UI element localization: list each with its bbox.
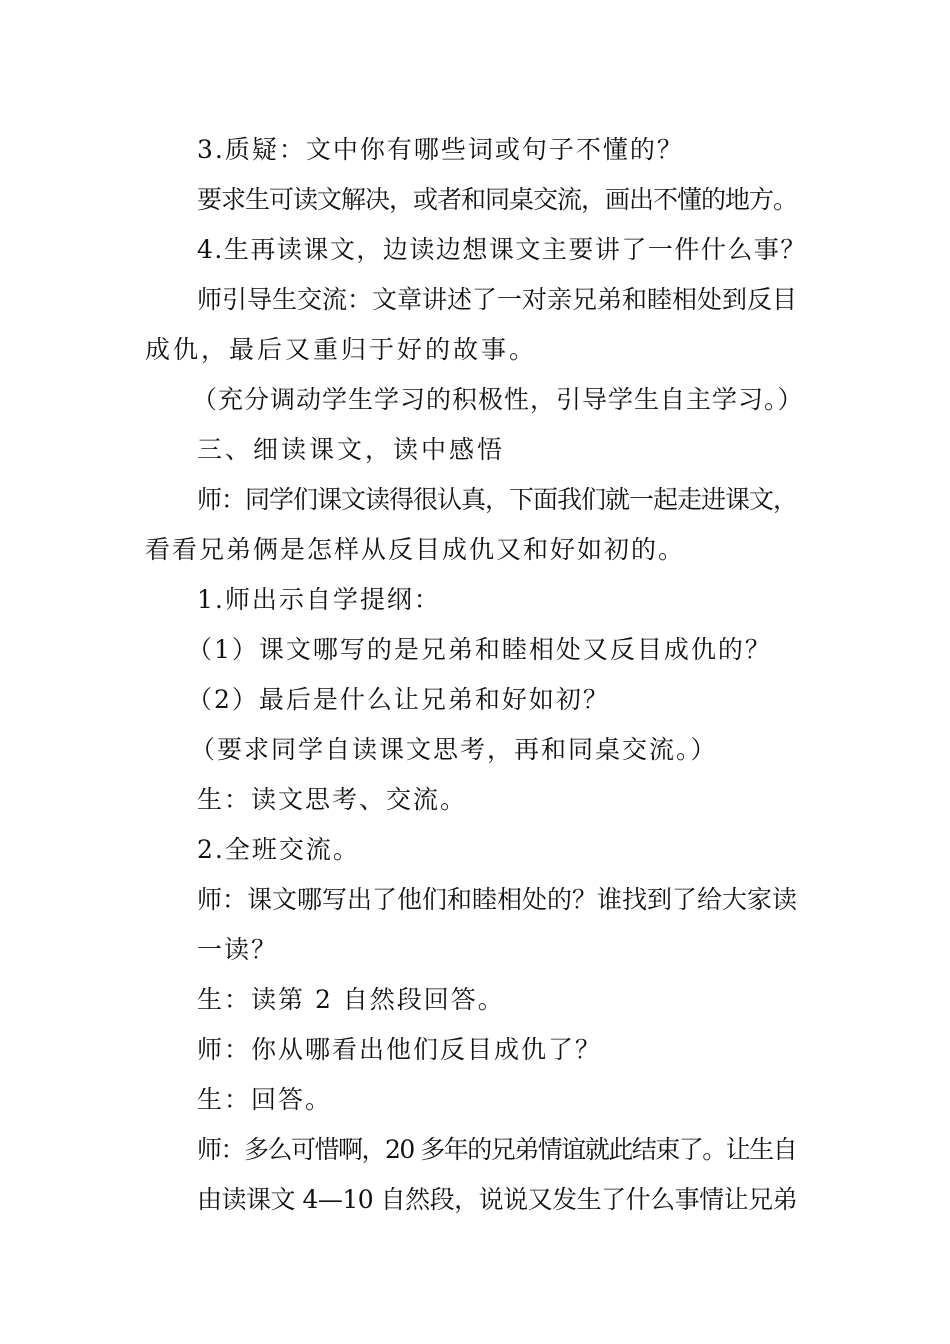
text-line: 4.生再读课文，边读边想课文主要讲了一件什么事？ bbox=[197, 235, 807, 264]
text-line: 生：读第 2 自然段回答。 bbox=[197, 985, 505, 1014]
text-line: 师引导生交流：文章讲述了一对亲兄弟和睦相处到反目 bbox=[197, 285, 798, 314]
text-line: 3.质疑：文中你有哪些词或句子不懂的？ bbox=[197, 135, 684, 164]
text-line: 生：读文思考、交流。 bbox=[197, 785, 468, 814]
text-line: 师：多么可惜啊，20 多年的兄弟情谊就此结束了。让生自 bbox=[197, 1135, 797, 1164]
text-line: （2）最后是什么让兄弟和好如初？ bbox=[187, 685, 610, 714]
text-line: 师：课文哪写出了他们和睦相处的？谁找到了给大家读 bbox=[197, 885, 798, 914]
text-line: 2.全班交流。 bbox=[197, 835, 360, 864]
text-line: 要求生可读文解决，或者和同桌交流，画出不懂的地方。 bbox=[197, 185, 798, 214]
text-line: 师：同学们课文读得很认真，下面我们就一起走进课文， bbox=[197, 485, 798, 514]
text-line: 生：回答。 bbox=[197, 1085, 333, 1114]
text-line: 1.师出示自学提纲： bbox=[197, 585, 441, 614]
text-line: 一读？ bbox=[197, 935, 279, 964]
text-line: 看看兄弟俩是怎样从反目成仇又和好如初的。 bbox=[145, 535, 686, 564]
section-heading: 三、细读课文，读中感悟 bbox=[197, 435, 506, 464]
text-line: （要求同学自读课文思考，再和同桌交流。） bbox=[190, 735, 718, 764]
text-line: （1）课文哪写的是兄弟和睦相处又反目成仇的？ bbox=[187, 635, 772, 664]
text-line: 由读课文 4—10 自然段，说说又发生了什么事情让兄弟 bbox=[197, 1185, 798, 1214]
text-line: 师：你从哪看出他们反目成仇了？ bbox=[197, 1035, 603, 1064]
text-line: （充分调动学生学习的积极性，引导学生自主学习。） bbox=[192, 385, 804, 414]
text-line: 成仇，最后又重归于好的故事。 bbox=[145, 335, 538, 364]
